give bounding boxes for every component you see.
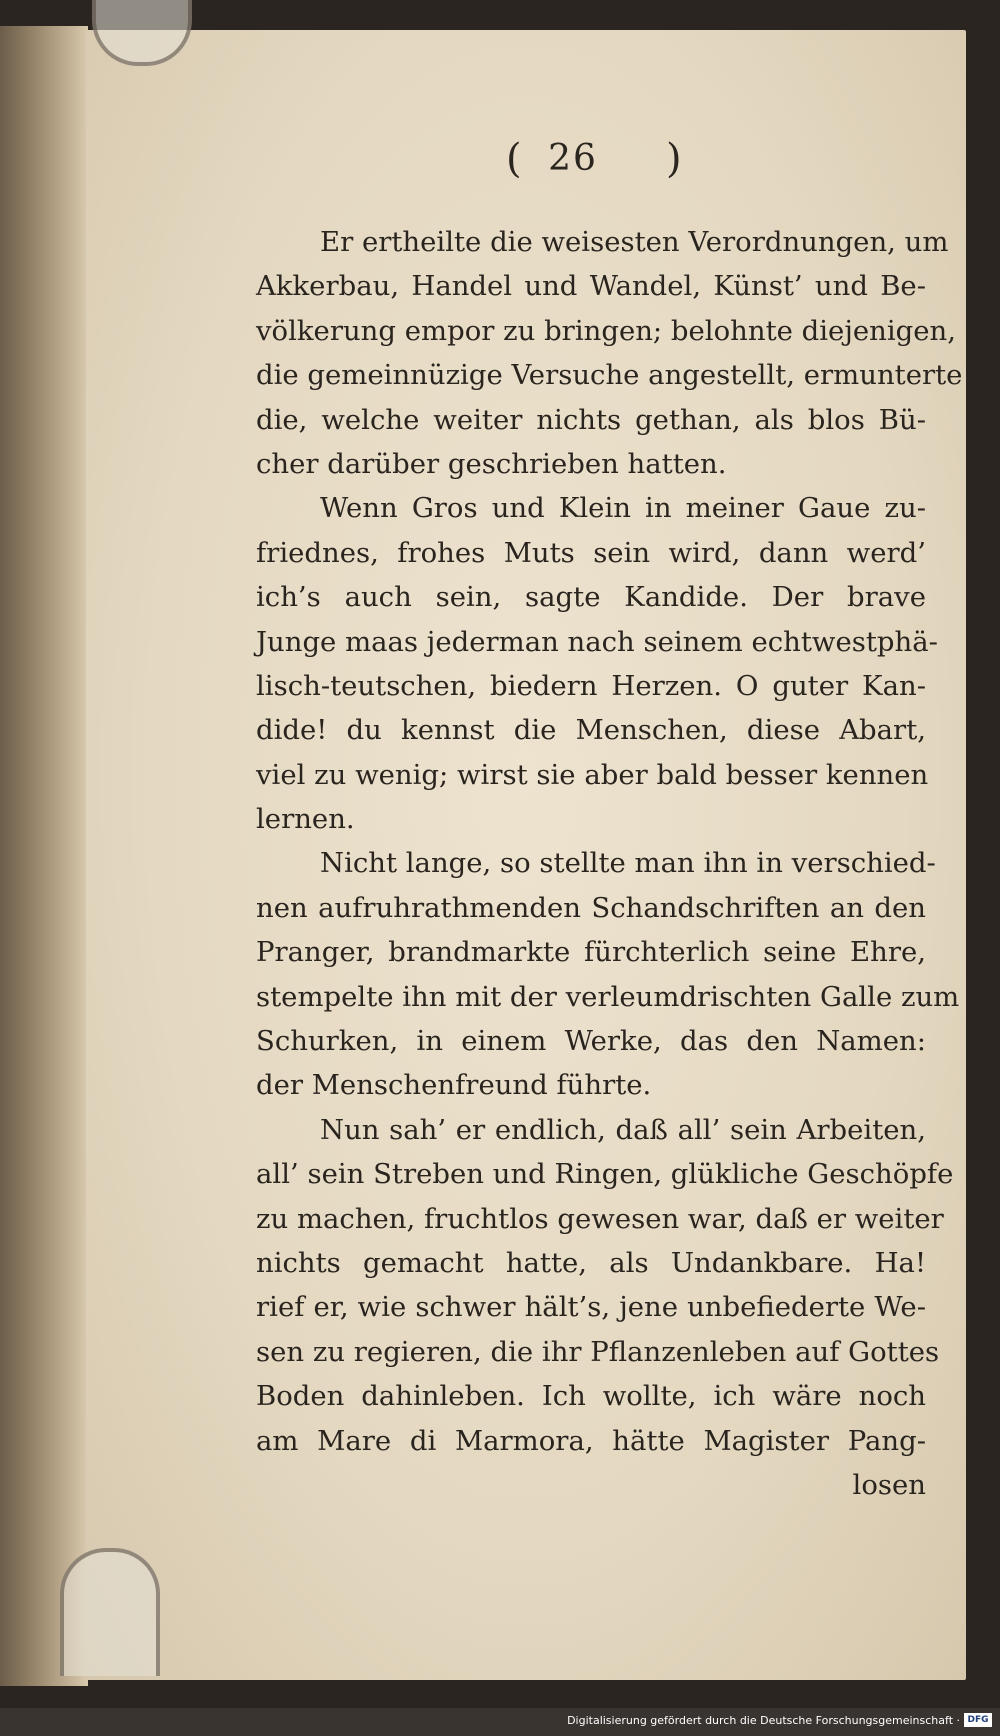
text-line: die gemeinnüzige Versuche angestellt, ermunterte <box>256 359 963 392</box>
text-line: viel zu wenig; wirst sie aber bald besser kennen <box>256 758 929 791</box>
page-number: 26 <box>548 138 598 179</box>
text-line: stempelte ihn mit der verleumdrischten Galle zum <box>256 980 960 1013</box>
text-line: Schurken, in einem Werke, das den Namen: <box>256 1025 926 1058</box>
dfg-logo: DFG <box>964 1713 992 1727</box>
scanner-clip-bottom <box>60 1548 160 1676</box>
page-number-close-paren: ) <box>666 136 682 182</box>
text-line: rief er, wie schwer hält’s, jene unbefiederte We- <box>256 1291 926 1324</box>
text-line: der Menschenfreund führte. <box>256 1069 652 1102</box>
text-line: Junge maas jederman nach seinem echtwestphä- <box>256 625 938 658</box>
text-line: Nun sah’ er endlich, daß all’ sein Arbeiten, <box>320 1113 926 1146</box>
text-line: völkerung empor zu bringen; belohnte diejenigen, <box>256 314 956 347</box>
text-line: Er ertheilte die weisesten Verordnungen, um <box>320 226 949 258</box>
text-line: dide! du kennst die Menschen, diese Abart, <box>256 714 926 747</box>
catchword: losen <box>852 1468 926 1501</box>
text-line: nichts gemacht hatte, als Undankbare. Ha! <box>256 1246 926 1279</box>
body-text <box>256 220 963 1507</box>
text-line: Nicht lange, so stellte man ihn in verschied- <box>320 847 936 880</box>
text-line: am Mare di Marmora, hätte Magister Pang- <box>256 1424 926 1457</box>
page-edge-stack <box>0 26 88 1686</box>
text-line: friednes, frohes Muts sein wird, dann werd’ <box>256 536 926 569</box>
footer-credit: Digitalisierung gefördert durch die Deutsche Forschungsgemeinschaft · <box>567 1714 960 1727</box>
text-line: all’ sein Streben und Ringen, glükliche Geschöpfe <box>256 1158 954 1191</box>
text-line: nen aufruhrathmenden Schandschriften an den <box>256 891 926 924</box>
text-line: Wenn Gros und Klein in meiner Gaue zu- <box>320 492 926 525</box>
text-line: die, welche weiter nichts gethan, als blos Bü- <box>256 403 926 436</box>
text-line: Boden dahinleben. Ich wollte, ich wäre noch <box>256 1380 926 1413</box>
text-line: sen zu regieren, die ihr Pflanzenleben auf Gottes <box>256 1335 940 1368</box>
text-line: Pranger, brandmarkte fürchterlich seine Ehre, <box>256 936 926 969</box>
text-line: ich’s auch sein, sagte Kandide. Der brave <box>256 581 926 614</box>
text-line: cher darüber geschrieben hatten. <box>256 447 727 480</box>
text-line: Akkerbau, Handel und Wandel, Künst’ und Be- <box>256 270 926 303</box>
text-line: zu machen, fruchtlos gewesen war, daß er weiter <box>256 1202 944 1235</box>
text-line: lernen. <box>256 803 355 836</box>
page-number-open-paren: ( <box>506 136 522 182</box>
text-line: lisch-teutschen, biedern Herzen. O guter Kan- <box>256 669 926 702</box>
